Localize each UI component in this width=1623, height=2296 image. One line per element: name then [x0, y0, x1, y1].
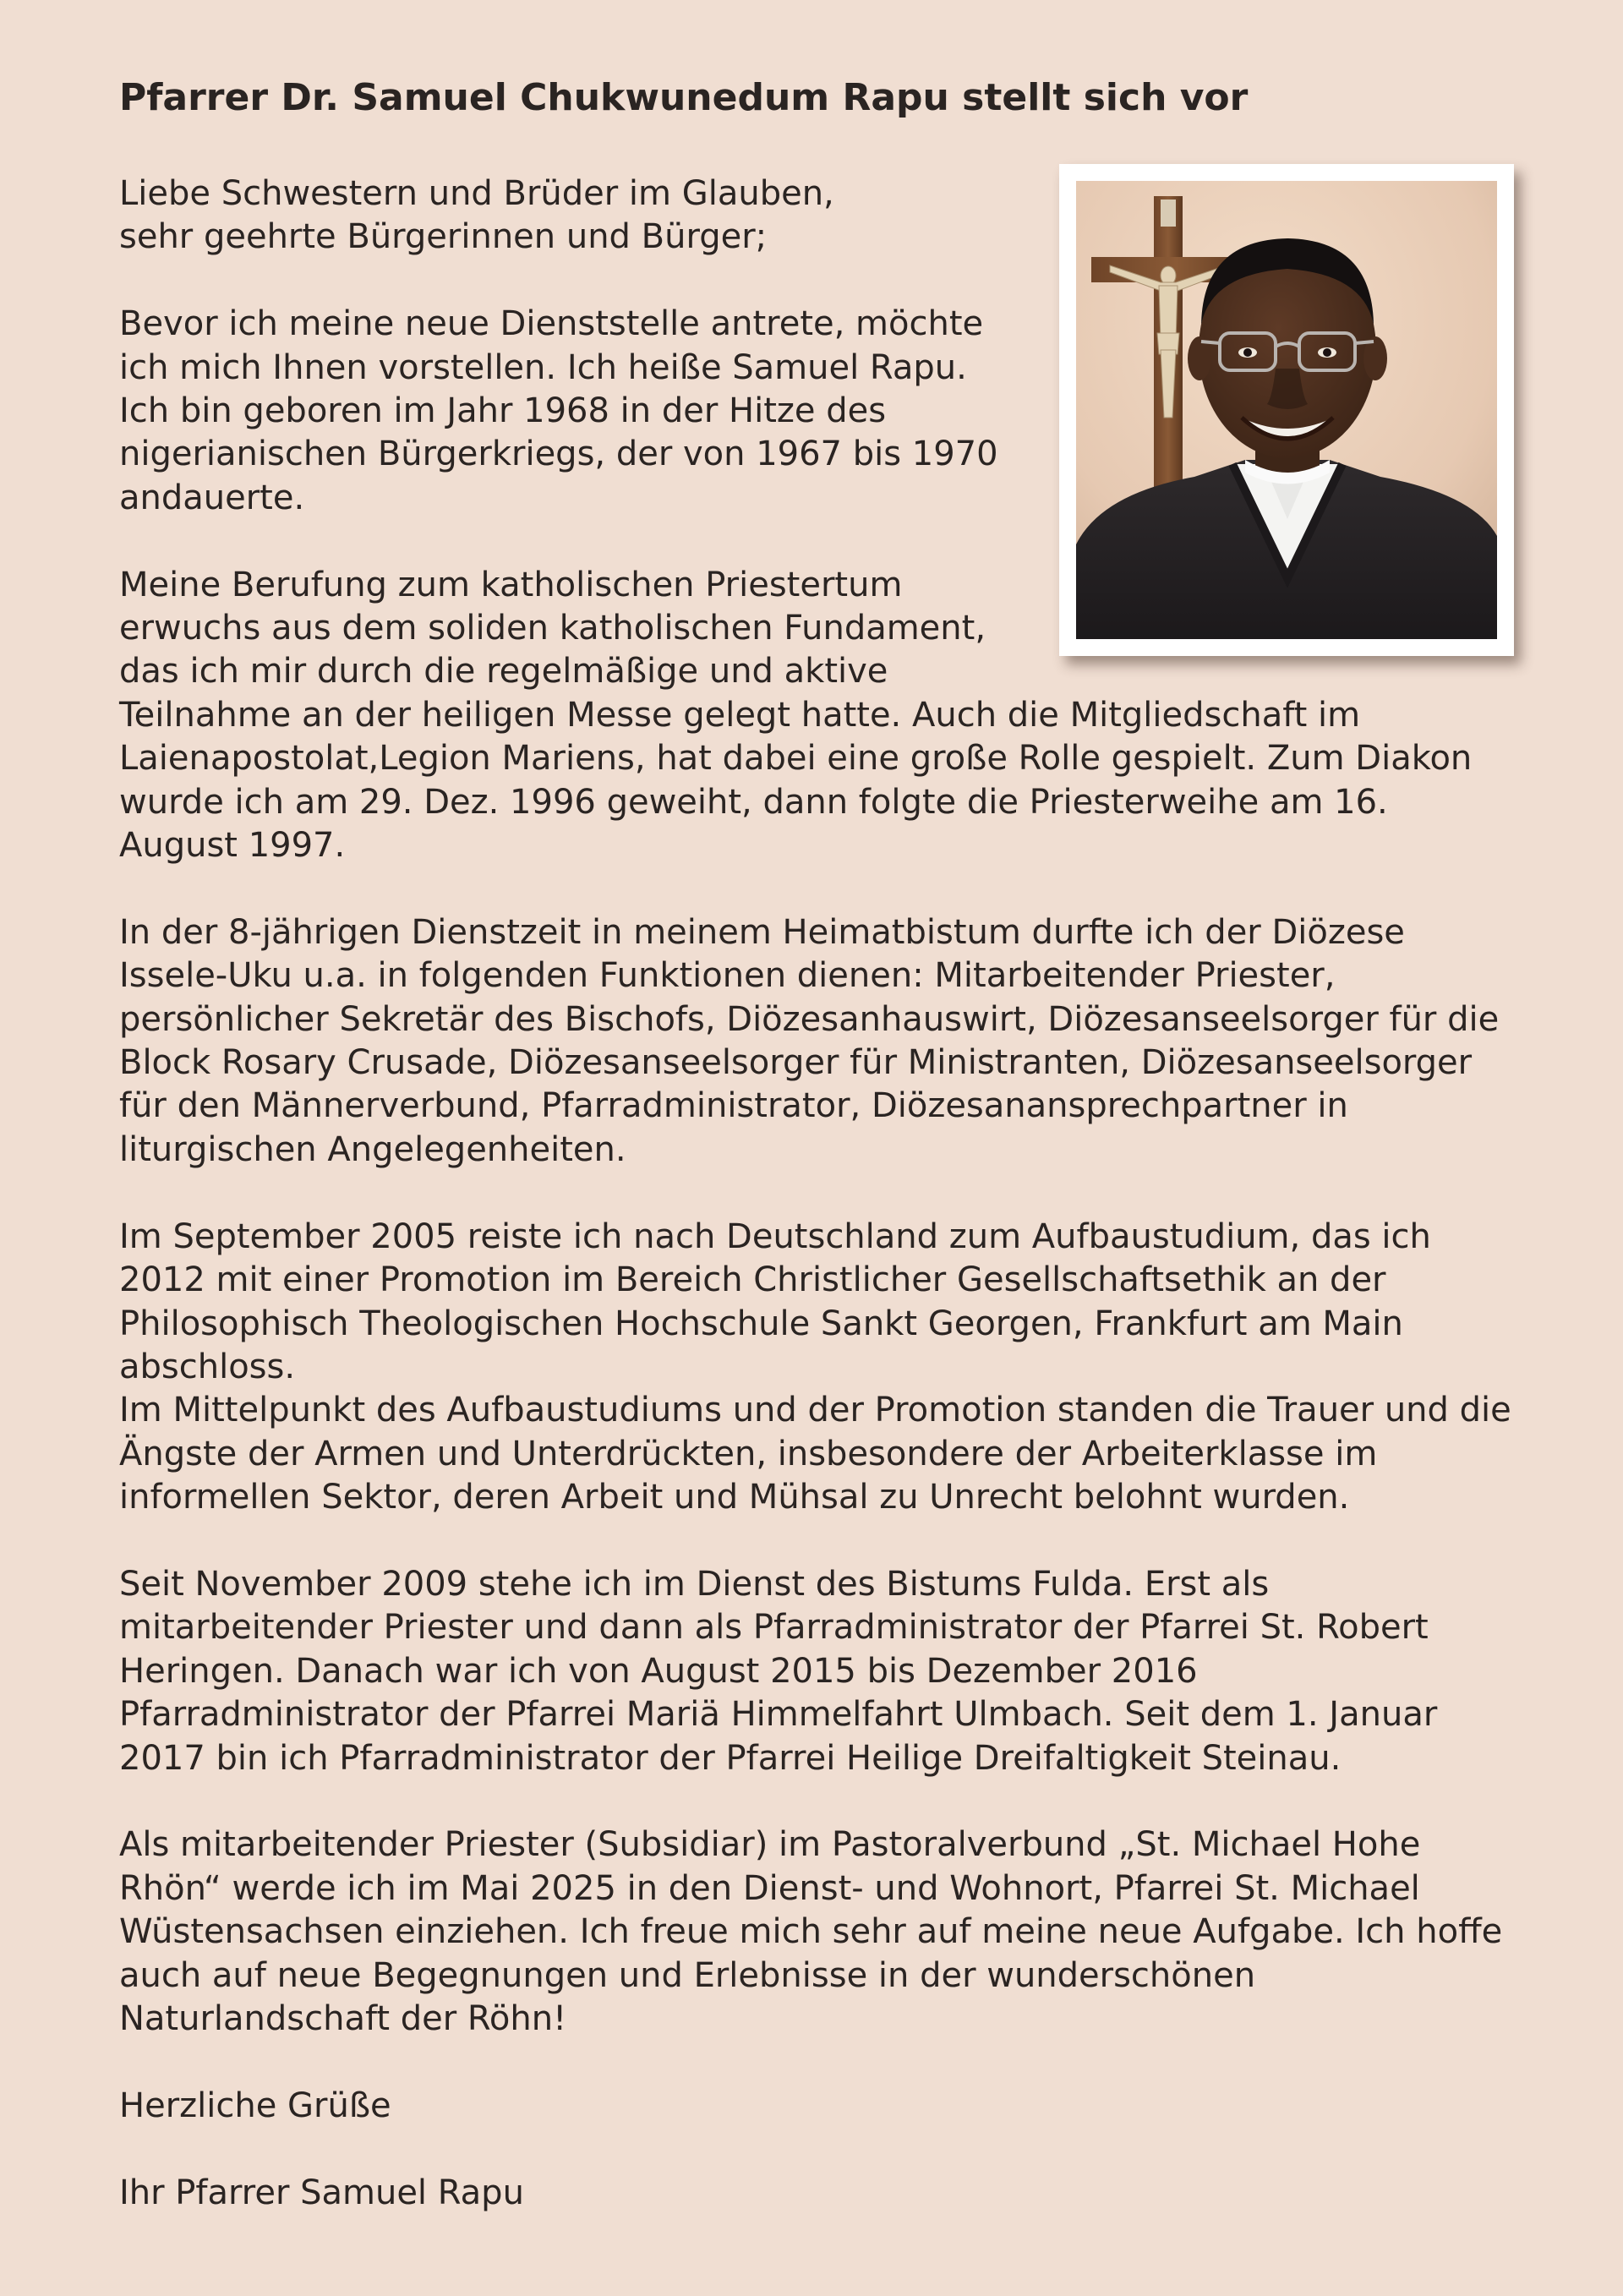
page-title: Pfarrer Dr. Samuel Chukwunedum Rapu stellt sich vor [119, 76, 1249, 119]
paragraph-vocation: Meine Berufung zum katholischen Priestertum erwuchs aus dem soliden katholischen Fundament, das ich mir durch die regelmäßige und aktive Teilnahme an der heiligen Messe gelegt hatte. Auch die Mitgliedschaft im Laienapostolat,Legion Mariens, hat dabei eine große Rolle gespielt. Zum Diakon wurde ich am 29. Dez. 1996 geweiht, dann folgte die Priesterweihe am 16. August 1997. [119, 565, 1473, 866]
greeting-line-1: Liebe Schwestern und Brüder im Glauben, [119, 174, 834, 213]
paragraph-diocese-fulda: Seit November 2009 stehe ich im Dienst des Bistums Fulda. Erst als mitarbeitender Priester und dann als Pfarradministrator der Pfarrei St. Robert Heringen. Danach war ich von August 2015 bis Dezember 2016 Pfarradministrator der Pfarrei Mariä Himmelfahrt Ulmbach. Seit dem 1. Januar 2017 bin ich Pfarradministrator der Pfarrei Heilige Dreifaltigkeit Steinau. [119, 1564, 1438, 1778]
letter-page [119, 68, 1514, 2215]
paragraph-studies: Im September 2005 reiste ich nach Deutschland zum Aufbaustudium, das ich 2012 mit einer Promotion im Bereich Christlicher Gesellschaftsethik an der Philosophisch Theologischen Hochschule Sankt Georgen, Frankfurt am Main abschloss. [119, 1216, 1431, 1386]
letter-body [119, 172, 1514, 2215]
paragraph-home-diocese: In der 8-jährigen Dienstzeit in meinem Heimatbistum durfte ich der Diözese Issele-Uku u.a. in folgenden Funktionen dienen: Mitarbeitender Priester, persönlicher Sekretär des Bischofs, Diözesanhauswirt, Diözesanseelsorger für die Block Rosary Crusade, Diözesanseelsorger für Ministranten, Diözesanseelsorger für den Männerverbund, Pfarradministrator, Diözesanansprechpartner in liturgischen Angelegenheiten. [119, 912, 1500, 1169]
greeting-line-2: sehr geehrte Bürgerinnen und Bürger; [119, 217, 768, 257]
paragraph-introduction: Bevor ich meine neue Dienststelle antrete, möchte ich mich Ihnen vorstellen. Ich heiße Samuel Rapu. Ich bin geboren im Jahr 1968 in der Hitze des nigerianischen Bürgerkriegs, der von 1967 bis 1970 andauerte. [119, 304, 998, 517]
portrait-photo [1076, 181, 1497, 639]
closing-regards: Herzliche Grüße [119, 2086, 391, 2125]
portrait-photo-frame [1059, 164, 1514, 656]
closing-signature: Ihr Pfarrer Samuel Rapu [119, 2173, 524, 2212]
paragraph-research-focus: Im Mittelpunkt des Aufbaustudiums und der Promotion standen die Trauer und die Ängste der Armen und Unterdrückten, insbesondere der Arbeiterklasse im informellen Sektor, deren Arbeit und Mühsal zu Unrecht belohnt wurden. [119, 1391, 1511, 1517]
paragraph-new-assignment: Als mitarbeitender Priester (Subsidiar) im Pastoralverbund „St. Michael Hohe Rhön“ werde ich im Mai 2025 in den Dienst- und Wohnort, Pfarrei St. Michael Wüstensachsen einziehen. Ich freue mich sehr auf meine neue Aufgabe. Ich hoffe auch auf neue Begegnungen und Erlebnisse in der wunderschönen Naturlandschaft der Röhn! [119, 1825, 1503, 2038]
